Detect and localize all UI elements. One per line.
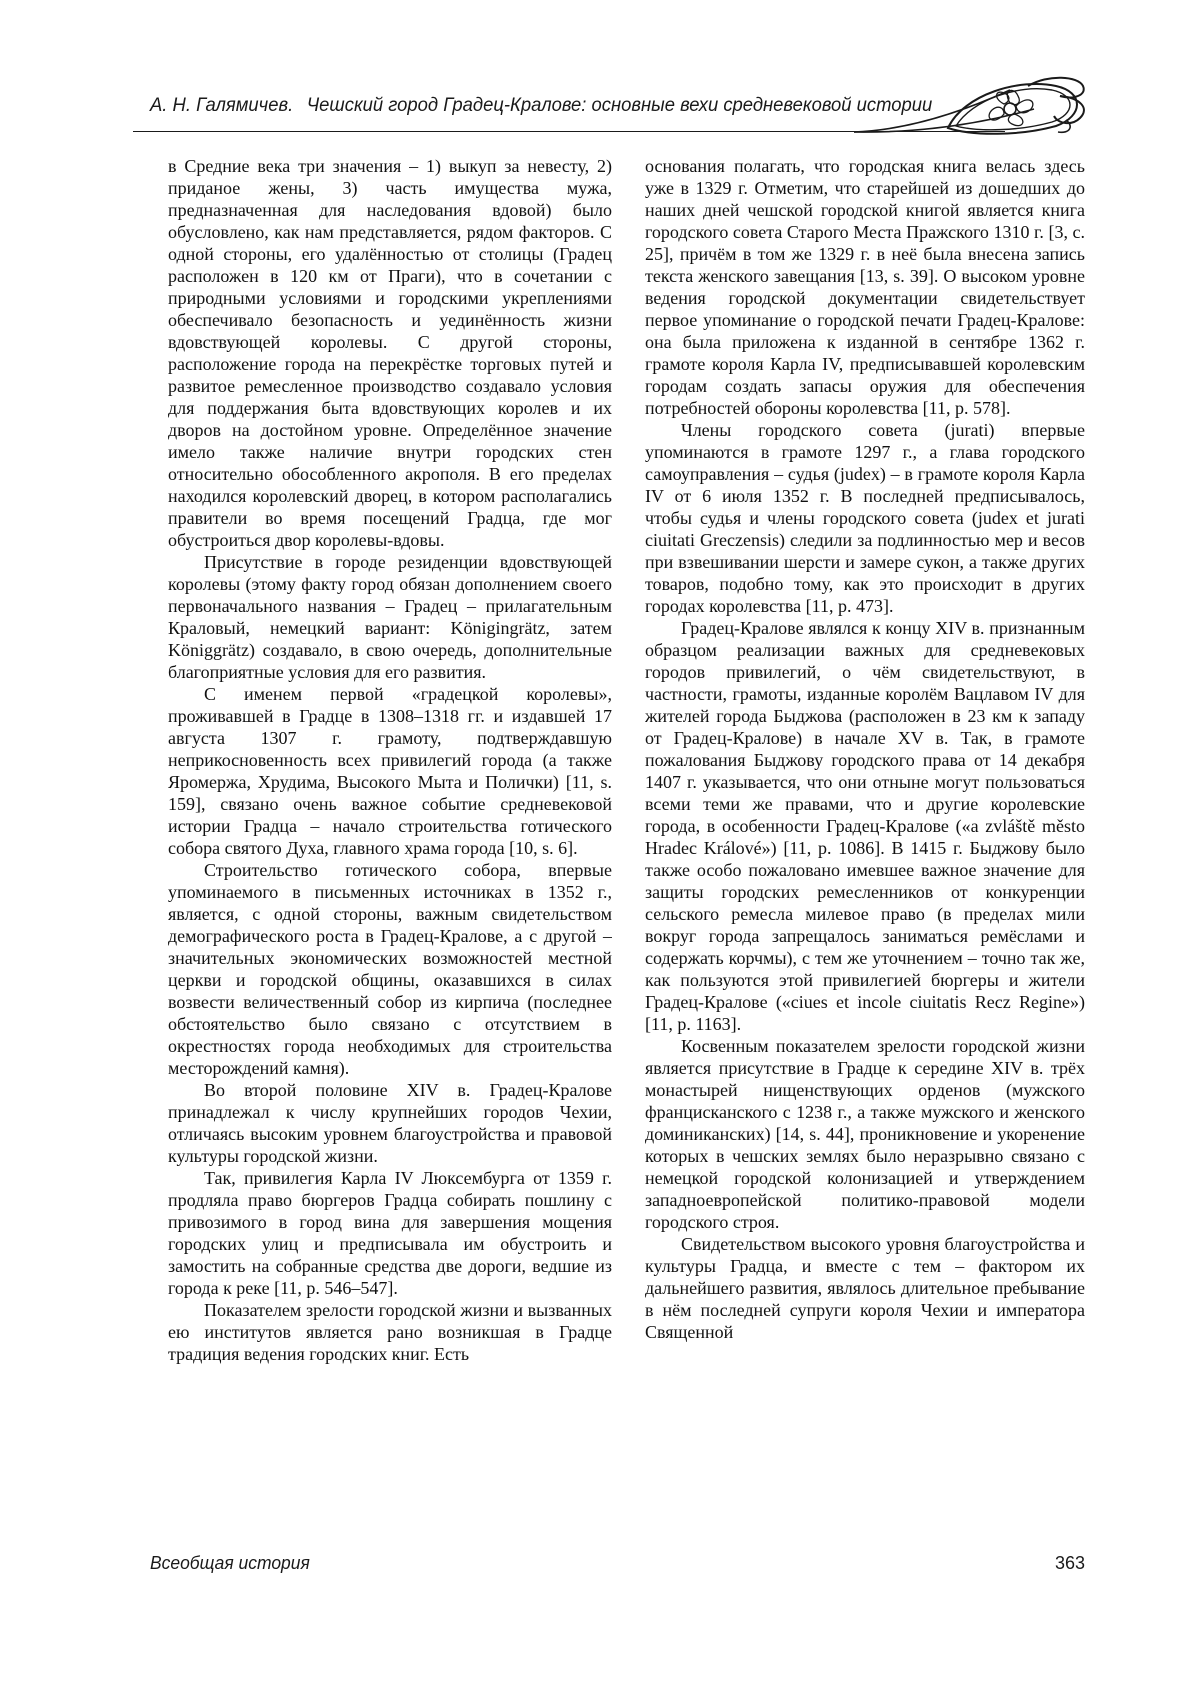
paragraph: С именем первой «градецкой королевы», проживавшей в Градце в 1308–1318 гг. и издавшей 17 августа 1307 г. грамоту, подтверждавшую неприкосновенность всех привилегий города (а также Яромержа, Хрудима, Высокого Мыта и Полички) [11, s. 159], связано очень важное событие средневековой истории Градца – начало строительства готического собора святого Духа, главного храма города [10, s. 6]. <box>168 684 612 858</box>
paragraph: Во второй половине XIV в. Градец-Кралове принадлежал к числу крупнейших городов Чехии, отличаясь высоким уровнем благоустройства и правовой культуры городской жизни. <box>168 1080 612 1166</box>
running-head-title: Чешский город Градец-Кралове: основные вехи средневековой истории <box>306 95 933 116</box>
running-head <box>150 94 933 118</box>
paragraph: Строительство готического собора, впервые упоминаемого в письменных источниках в 1352 г., является, с одной стороны, важным свидетельством демографического роста в Градец-Кралове, а с другой – значительных экономических возможностей местной церкви и городской общины, оказавшихся в силах возвести величественный собор из кирпича (последнее обстоятельство было связано с отсутствием в окрестностях города необходимых для строительства месторождений камня). <box>168 860 612 1078</box>
art-nouveau-flourish-icon <box>852 76 1092 138</box>
paragraph: Так, привилегия Карла IV Люксембурга от 1359 г. продляла право бюргеров Градца собирать пошлину с привозимого в город вина для завершения мощения городских улиц и предписывала им обустроить и замостить на собранные средства две дороги, ведшие из города к реке [11, p. 546–547]. <box>168 1168 612 1298</box>
paragraph: основания полагать, что городская книга велась здесь уже в 1329 г. Отметим, что старейшей из дошедших до наших дней чешской городской книгой является книга городского совета Старого Места Пражского 1310 г. [3, с. 25], причём в том же 1329 г. в неё была внесена запись текста женского завещания [13, s. 39]. О высоком уровне ведения городской документации свидетельствует первое упоминание о городской печати Градец-Кралове: она была приложена к изданной в сентябре 1362 г. грамоте короля Карла IV, предписывавшей королевским городам создать запасы оружия для обеспечения потребностей обороны королевства [11, p. 578]. <box>645 156 1085 418</box>
paragraph: Свидетельством высокого уровня благоустройства и культуры Градца, и вместе с тем – фактором их дальнейшего развития, являлось длительное пребывание в нём последней супруги короля Чехии и императора Священной <box>645 1234 1085 1342</box>
paragraph: Присутствие в городе резиденции вдовствующей королевы (этому факту город обязан дополнением своего первоначального названия – Градец – прилагательным Краловый, немецкий вариант: Königingrätz, затем Königgrätz) создавало, в свою очередь, дополнительные благоприятные условия для его развития. <box>168 552 612 682</box>
paragraph: Члены городского совета (jurati) впервые упоминаются в грамоте 1297 г., а глава городского самоуправления – судья (judex) – в грамоте короля Карла IV от 6 июля 1352 г. В последней предписывалось, чтобы судья и члены городского совета (judex et jurati ciuitati Greczensis) следили за подлинностью мер и весов при взвешивании шерсти и замере сукон, а также других товаров, подобно тому, как это происходит в других городах королевства [11, p. 473]. <box>645 420 1085 616</box>
footer-section-label: Всеобщая история <box>150 1553 310 1573</box>
paragraph: Градец-Кралове являлся к концу XIV в. признанным образцом реализации важных для средневековых городов привилегий, о чём свидетельствуют, в частности, грамоты, изданные королём Вацлавом IV для жителей города Быджова (расположен в 23 км к западу от Градец-Кралове) в начале XV в. Так, в грамоте пожалования Быджову городского права от 14 декабря 1407 г. указывается, что они отныне могут пользоваться всеми теми же правами, что и другие королевские города, в особенности Градец-Кралове («a zvláště město Hradec Králové») [11, p. 1086]. В 1415 г. Быджову было также особо пожаловано имевшее важное значение для защиты городских ремесленников от конкуренции сельского ремесла милевое право (в пределах мили вокруг города запрещалось заниматься ремёслами и содержать корчмы), с тем же уточнением – точно так же, как пользуются этой привилегией бюргеры и жители Градец-Кралове («ciues et incole ciuitatis Recz Regine») [11, p. 1163]. <box>645 618 1085 1034</box>
text-column-left <box>168 155 612 1545</box>
paragraph: Показателем зрелости городской жизни и вызванных ею институтов является рано возникшая в Градце традиция ведения городских книг. Есть <box>168 1300 612 1364</box>
text-column-right <box>645 155 1085 1545</box>
footer-page-number: 363 <box>1054 1553 1085 1573</box>
page-footer <box>150 1552 1085 1574</box>
running-head-author: А. Н. Галямичев. <box>150 95 294 116</box>
paragraph: в Средние века три значения – 1) выкуп за невесту, 2) приданое жены, 3) часть имущества мужа, предназначенная для наследования вдовой) было обусловлено, как нам представляется, рядом факторов. С одной стороны, его удалённостью от столицы (Градец расположен в 120 км от Праги), что в сочетании с природными условиями и городскими укреплениями обеспечивало безопасность и уединённость жизни вдовствующей королевы. С другой стороны, расположение города на перекрёстке торговых путей и развитое ремесленное производство создавало условия для поддержания быта вдовствующих королев и их дворов на достойном уровне. Определённое значение имело также наличие внутри городских стен относительно обособленного акрополя. В его пределах находился королевский дворец, в котором располагались правители во время посещений Градца, где мог обустроиться двор королевы-вдовы. <box>168 156 612 550</box>
paragraph: Косвенным показателем зрелости городской жизни является присутствие в Градце к середине XIV в. трёх монастырей нищенствующих орденов (мужского францисканского с 1238 г., а также мужского и женского доминиканских) [14, s. 44], проникновение и укоренение которых в чешских землях было неразрывно связано с немецкой городской колонизацией и утверждением западноевропейской политико-правовой модели городского строя. <box>645 1036 1085 1232</box>
